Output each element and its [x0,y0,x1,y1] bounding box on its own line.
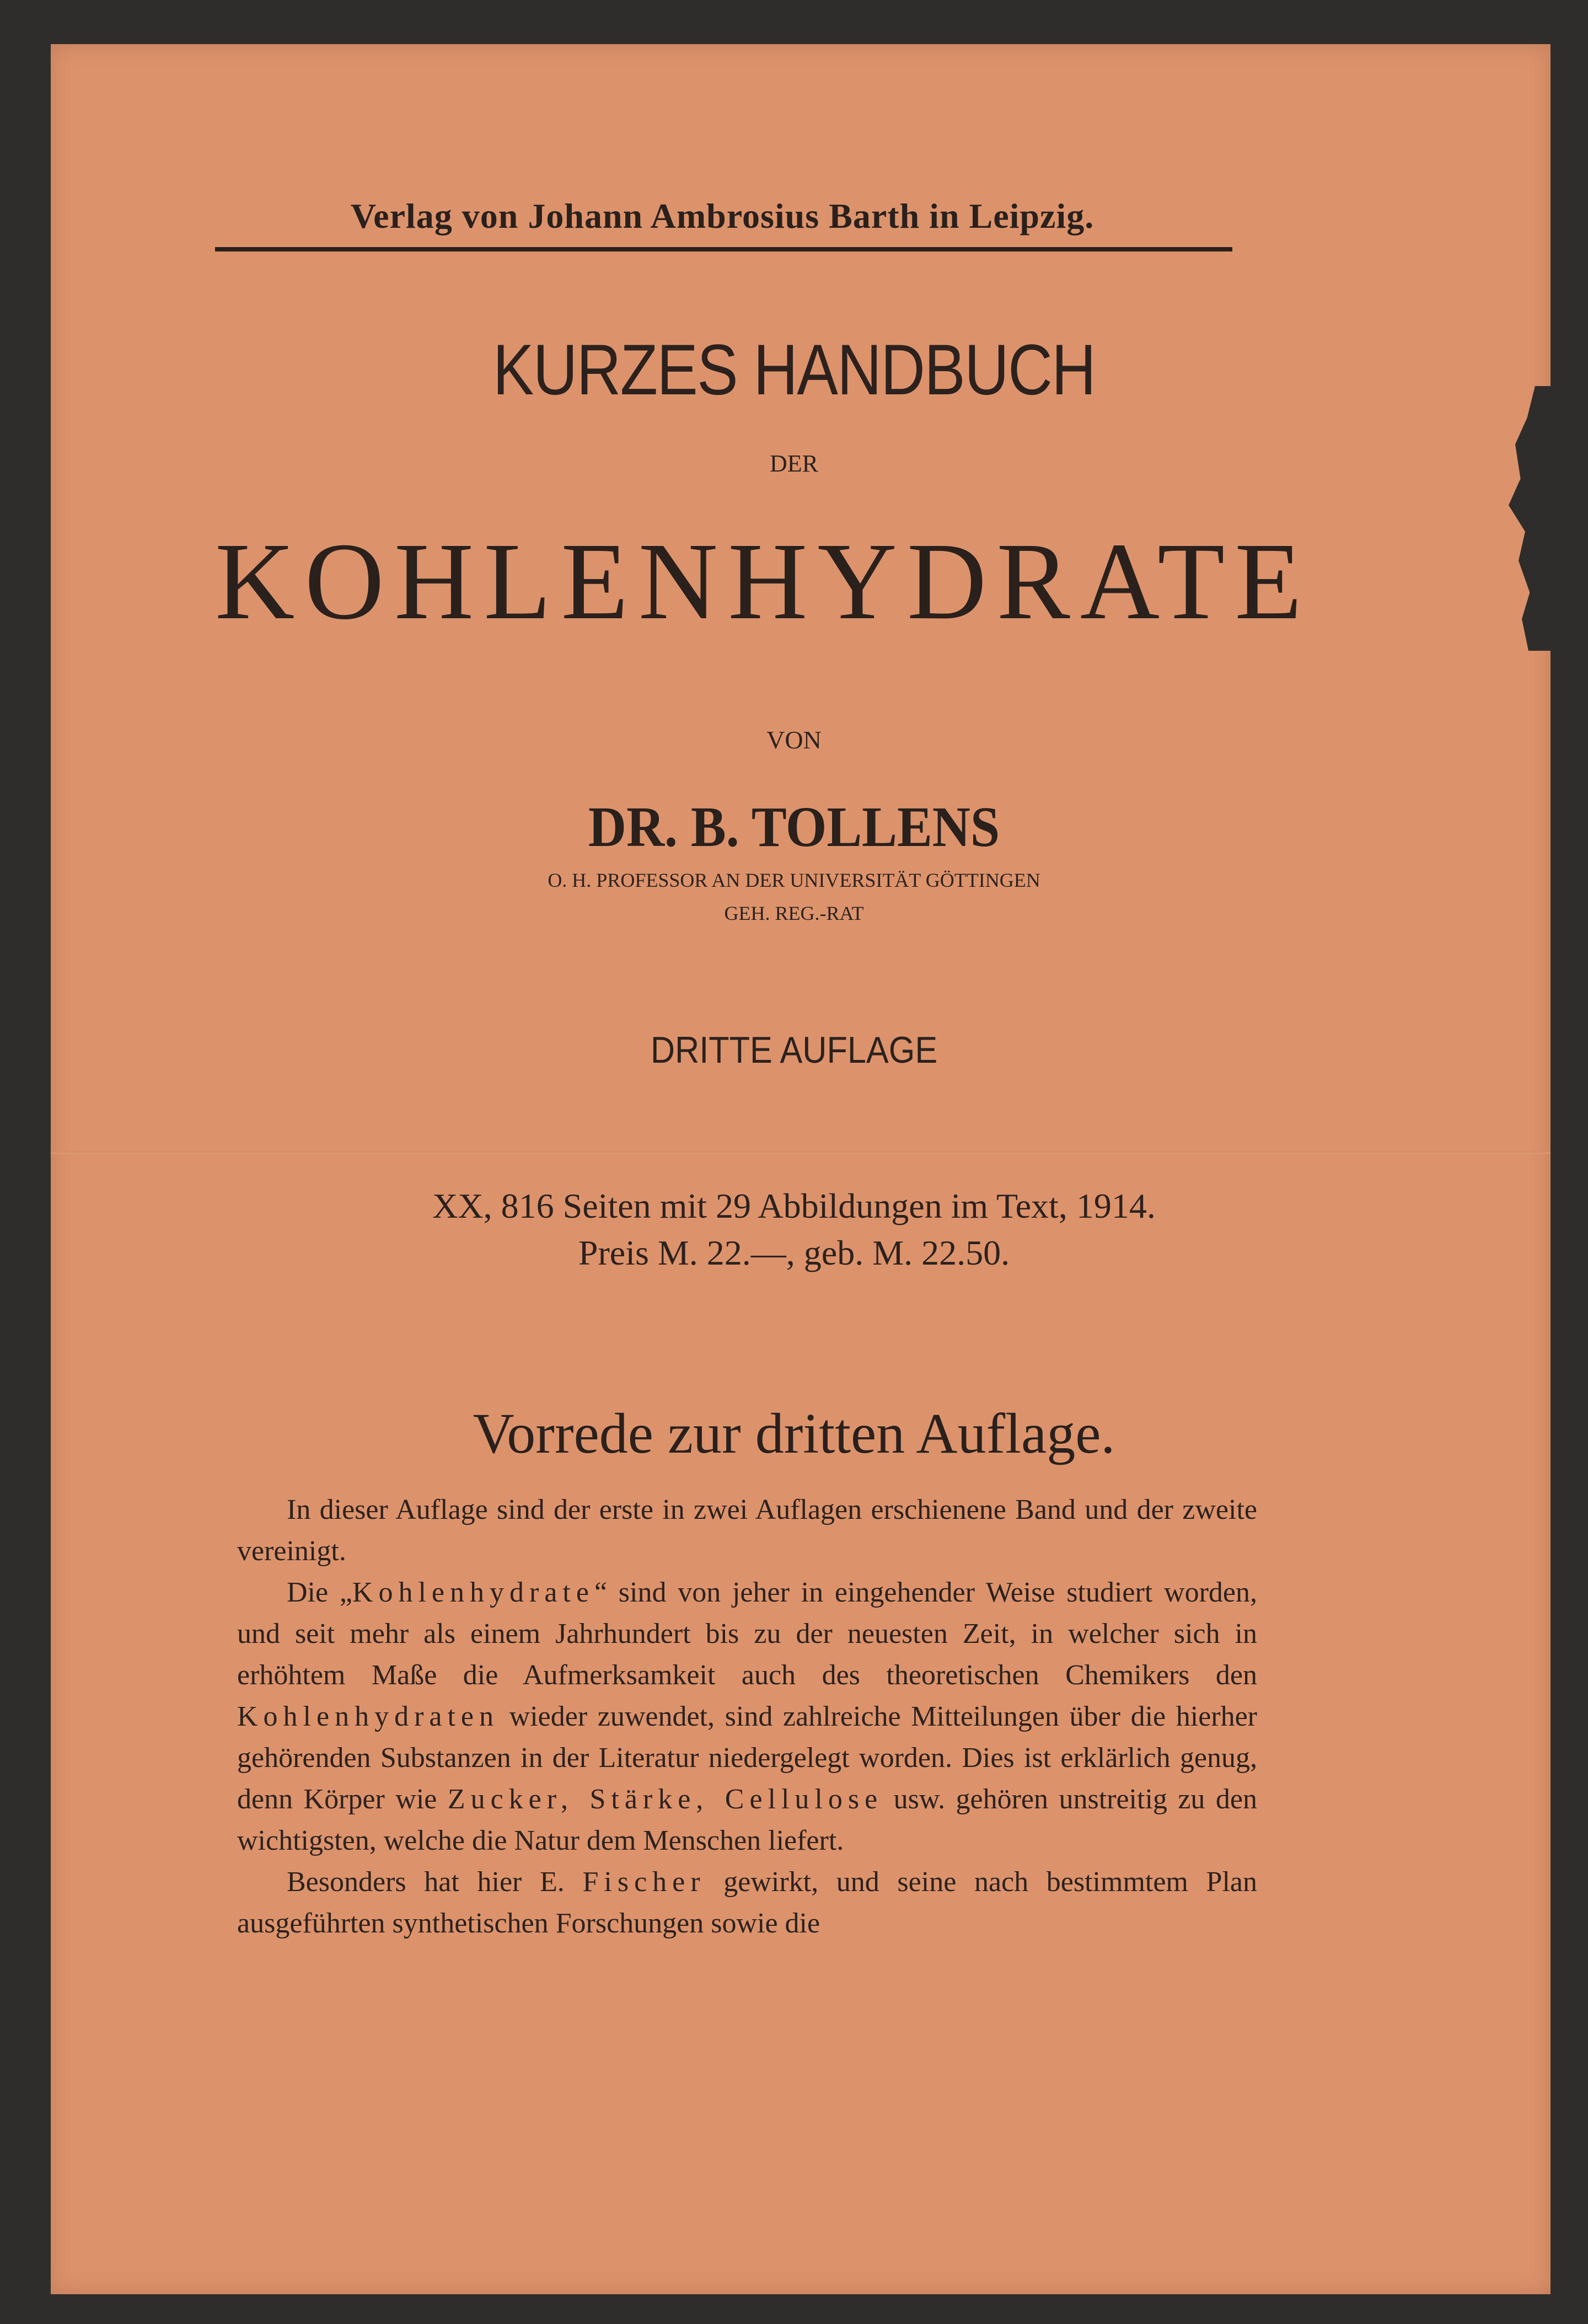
edition-label: DRITTE AUFLAGE [650,1029,938,1071]
page-count-line: XX, 816 Seiten mit 29 Abbildungen im Text, 1914. [432,1186,1156,1225]
text-run: usw. gehören unstreitig zu den wichtigsten, welche die Natur dem Menschen liefert. [237,1784,1257,1856]
spaced-term: Kohlenhydraten [237,1701,500,1732]
text-run: Die „ [287,1577,352,1608]
author-title: GEH. REG.-RAT [724,902,864,924]
book-title: KURZES HANDBUCH [492,329,1096,410]
preface-body [237,1489,1257,1944]
book-subject: KOHLENHYDRATE [215,521,1312,642]
author-name: DR. B. TOLLENS [588,795,1000,859]
preface-paragraph [237,1572,1257,1861]
text-run: gewirkt, und seine nach bestimmtem Plan ausgeführten synthetischen Forschungen sowie die [237,1866,1257,1939]
text-run: “ sind von jeher in eingehender Weise studiert worden, und seit mehr als einem Jahrhundert bis zu der neuesten Zeit, in welcher sich in erhöhtem Maße die Aufmerksamkeit auch des theoretischen Chemikers den [237,1577,1257,1691]
price-line: Preis M. 22.—, geb. M. 22.50. [578,1233,1010,1272]
header-rule [215,247,1232,251]
fold-line [51,1152,1551,1154]
spaced-term: Fischer [582,1866,706,1898]
by-label: VON [766,726,822,754]
text-run: wieder zuwendet, sind zahlreiche Mitteilungen über die hierher gehörenden Substanzen in der Literatur niedergelegt worden. Dies ist erklärlich genug, denn Körper wie [237,1701,1257,1815]
preface-heading: Vorrede zur dritten Auflage. [473,1402,1115,1465]
title-article: DER [770,450,818,477]
spaced-term: Kohlenhydrate [352,1577,594,1608]
author-affiliation: O. H. PROFESSOR AN DER UNIVERSITÄT GÖTTINGEN [548,869,1040,891]
publisher-line: Verlag von Johann Ambrosius Barth in Leipzig. [350,196,1095,235]
preface-paragraph: In dieser Auflage sind der erste in zwei Auflagen erschienene Band und der zweite vereinigt. [237,1494,1257,1567]
text-run: Besonders hat hier E. [287,1866,583,1898]
preface-paragraph [237,1861,1257,1944]
spaced-term: Zucker, Stärke, Cellulose [447,1784,883,1815]
